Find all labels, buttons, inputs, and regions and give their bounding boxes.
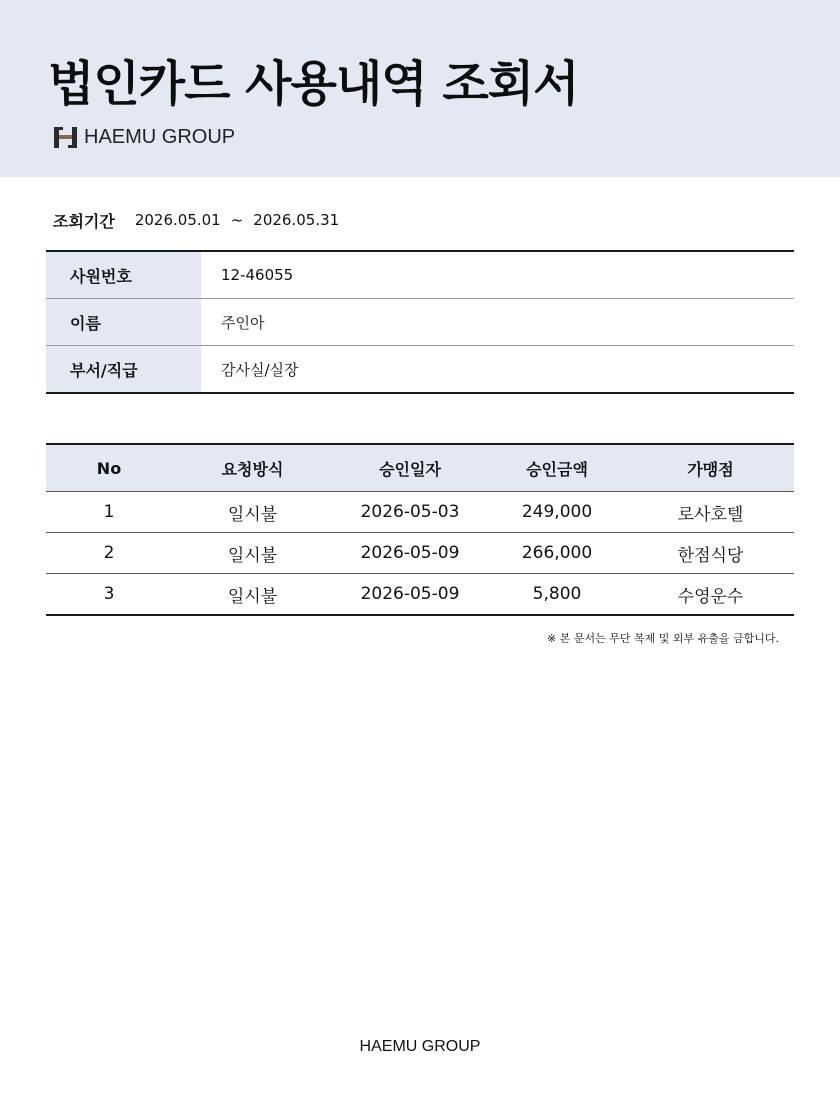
table-row — [46, 574, 794, 616]
document-title: 법인카드 사용내역 조회서 — [48, 56, 579, 112]
inquiry-period — [53, 207, 339, 233]
employee-row-id — [46, 251, 794, 299]
col-header-method: 요청방식 — [172, 444, 333, 492]
employee-info-table — [46, 250, 794, 394]
cell-date: 2026-05-09 — [333, 533, 487, 574]
cell-date: 2026-05-09 — [360, 584, 460, 604]
transactions-table — [46, 443, 794, 616]
employee-dept-value: 감사실/실장 — [221, 360, 299, 379]
footer-brand: HAEMU GROUP — [359, 1038, 481, 1055]
period-end: 2026.05.31 — [253, 211, 340, 229]
period-label: 조회기간 — [53, 211, 115, 231]
employee-row-name — [46, 299, 794, 346]
document-header — [0, 0, 840, 177]
employee-name-value: 주인아 — [201, 299, 794, 346]
cell-method: 일시불 — [172, 492, 333, 533]
transactions-header-row — [46, 444, 794, 492]
cell-no: 3 — [103, 584, 115, 604]
cell-merchant: 한점식당 — [627, 533, 794, 574]
cell-date: 2026-05-03 — [333, 492, 487, 533]
col-header-merchant: 가맹점 — [627, 444, 794, 492]
period-separator: ~ — [230, 211, 244, 229]
employee-row-dept — [46, 346, 794, 394]
period-start: 2026.05.01 — [134, 211, 221, 229]
confidentiality-notice: ※ 본 문서는 무단 복제 및 외부 유출을 금합니다. — [547, 632, 779, 645]
cell-merchant: 수영운수 — [677, 586, 744, 607]
employee-id-value: 12-46055 — [201, 251, 794, 299]
cell-amount: 266,000 — [487, 533, 627, 574]
cell-amount: 249,000 — [487, 492, 627, 533]
cell-merchant: 로사호텔 — [627, 492, 794, 533]
brand — [53, 124, 235, 150]
cell-no: 2 — [46, 533, 172, 574]
employee-name-label: 이름 — [46, 299, 201, 346]
col-header-no: No — [46, 444, 172, 492]
haemu-h-logo-icon — [53, 125, 78, 150]
table-row — [46, 492, 794, 533]
cell-method: 일시불 — [172, 533, 333, 574]
cell-no: 1 — [46, 492, 172, 533]
col-header-date: 승인일자 — [333, 444, 487, 492]
cell-amount: 5,800 — [532, 584, 582, 604]
table-row — [46, 533, 794, 574]
col-header-amount: 승인금액 — [487, 444, 627, 492]
brand-name: HAEMU GROUP — [84, 126, 236, 148]
cell-method: 일시불 — [227, 586, 278, 607]
employee-dept-label: 부서/직급 — [46, 346, 201, 394]
employee-id-label: 사원번호 — [46, 251, 201, 299]
